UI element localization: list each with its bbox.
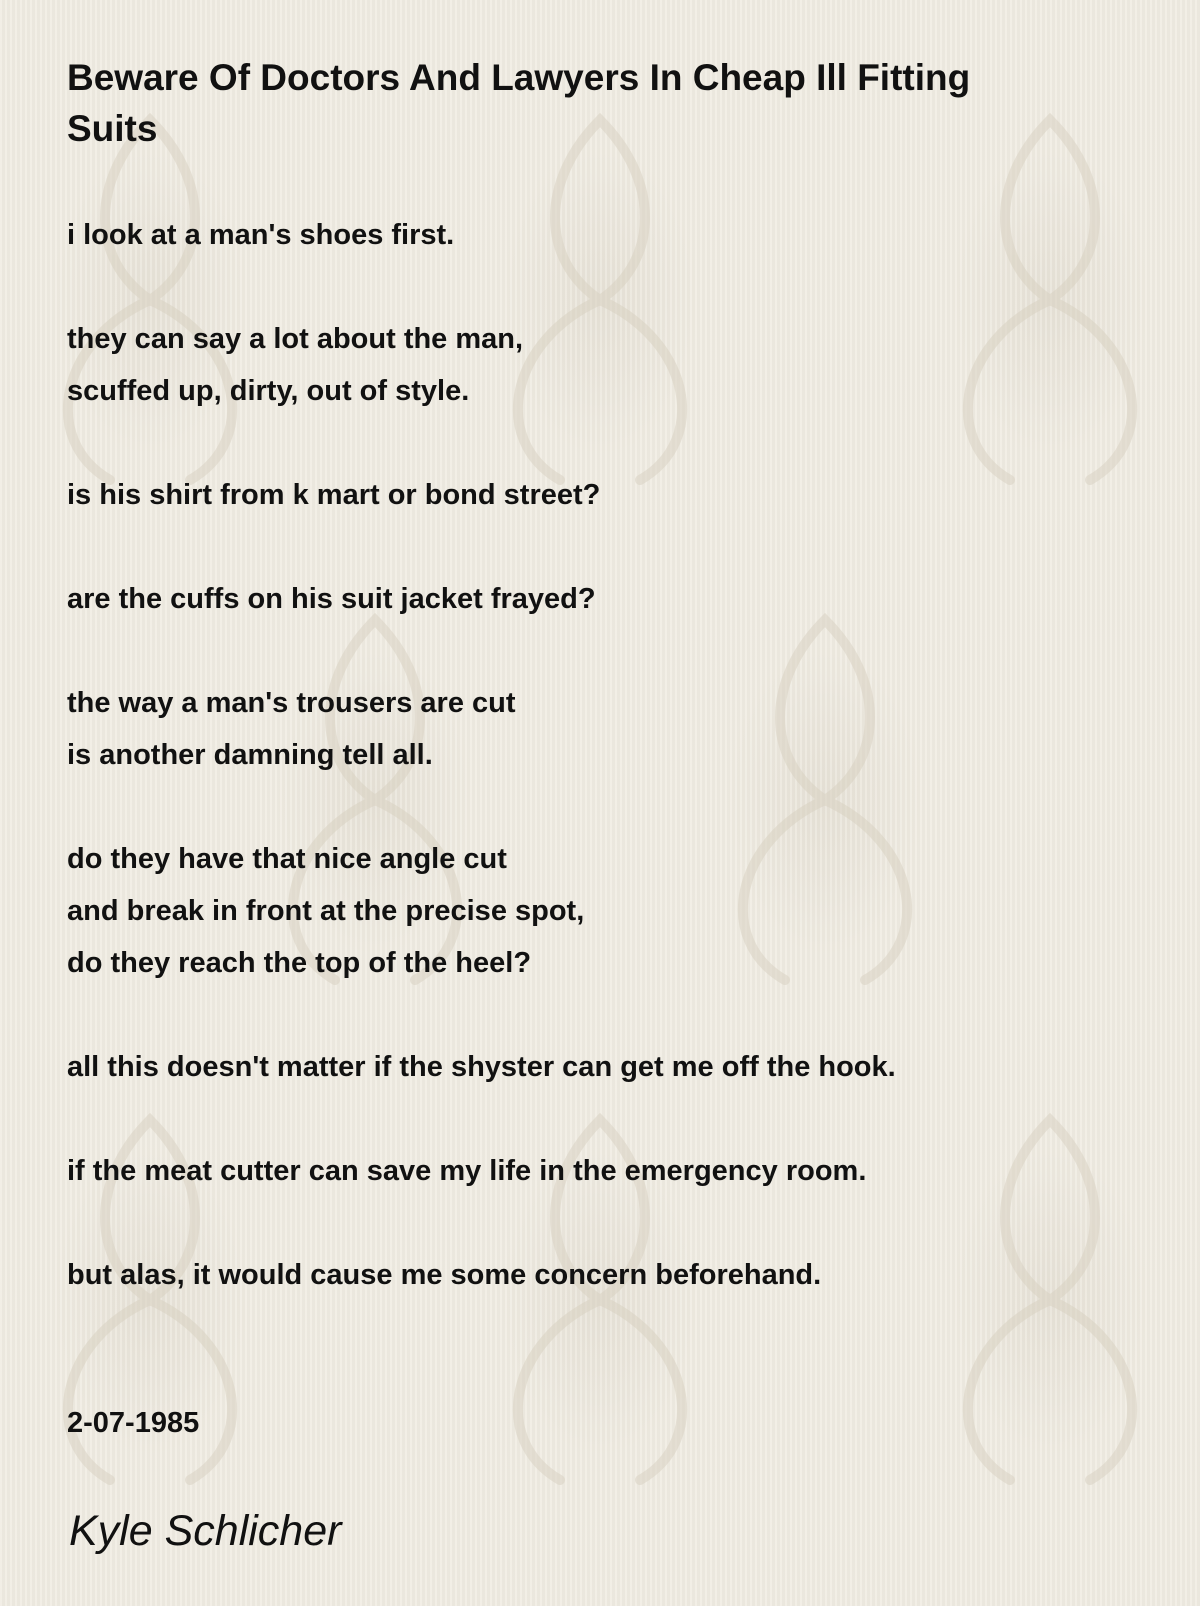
stanza xyxy=(67,1041,1147,1093)
poem-author: Kyle Schlicher xyxy=(69,1507,342,1555)
poem-line: is his shirt from k mart or bond street? xyxy=(67,479,601,511)
stanza xyxy=(67,573,1147,625)
poem-line: do they reach the top of the heel? xyxy=(67,947,532,979)
poem-content xyxy=(67,52,1147,1353)
poem-line: is another damning tell all. xyxy=(67,739,433,771)
poem-line: but alas, it would cause me some concern beforehand. xyxy=(67,1259,822,1291)
stanza xyxy=(67,833,1147,989)
poem-line: they can say a lot about the man, xyxy=(67,323,524,355)
stanza xyxy=(67,469,1147,521)
poem-line: are the cuffs on his suit jacket frayed? xyxy=(67,583,596,615)
poem-line: i look at a man's shoes first. xyxy=(67,219,455,251)
poem-body xyxy=(67,209,1147,1301)
stanza xyxy=(67,313,1147,417)
poem-line: if the meat cutter can save my life in the emergency room. xyxy=(67,1155,867,1187)
stanza xyxy=(67,209,1147,261)
stanza xyxy=(67,1145,1147,1197)
stanza xyxy=(67,1249,1147,1301)
poem-line: the way a man's trousers are cut xyxy=(67,687,516,719)
poem-date: 2-07-1985 xyxy=(67,1407,200,1439)
poem-line: scuffed up, dirty, out of style. xyxy=(67,375,470,407)
poem-line: all this doesn't matter if the shyster can get me off the hook. xyxy=(67,1051,896,1083)
poem-title: Beware Of Doctors And Lawyers In Cheap Ill Fitting Suits xyxy=(67,57,971,149)
poem-line: do they have that nice angle cut xyxy=(67,843,507,875)
stanza xyxy=(67,677,1147,781)
poem-line: and break in front at the precise spot, xyxy=(67,895,585,927)
